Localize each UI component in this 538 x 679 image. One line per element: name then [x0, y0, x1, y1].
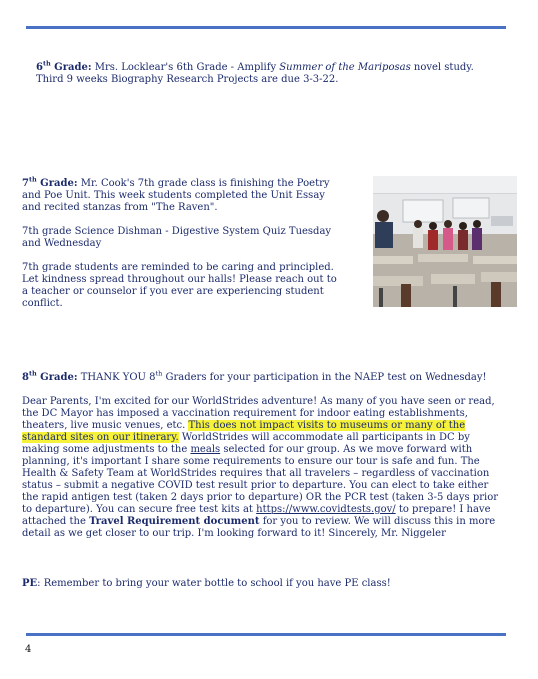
- grade6-line1: 6th Grade: Mrs. Locklear's 6th Grade - Amplify Summer of the Mariposas novel study.: [36, 59, 474, 73]
- covidtests-link[interactable]: https://www.covidtests.gov/: [256, 504, 396, 515]
- classroom-photo: [373, 176, 517, 307]
- grade6-heading: 6th Grade:: [36, 59, 92, 73]
- grade8-heading: 8th Grade:: [22, 369, 78, 383]
- grade7-para3: 7th grade students are reminded to be caring and principled. Let kindness spread throughout our halls! Please reach out to a teacher or counselor if you ever are experiencing student conflict.: [22, 262, 337, 309]
- grade8-intro: 8th Grade: THANK YOU 8th Graders for your participation in the NAEP test on Wednesday!: [22, 369, 487, 383]
- grade7-heading: 7th Grade:: [22, 175, 78, 189]
- pe-section: [22, 578, 391, 590]
- highlighted-notice: This does not impact visits to museums or many of the: [188, 420, 466, 431]
- grade8-section: [22, 369, 502, 540]
- pe-text: : Remember to bring your water bottle to school if you have PE class!: [37, 578, 391, 589]
- travel-requirement-document: Travel Requirement document: [89, 516, 260, 527]
- highlighted-notice-cont: standard sites on our itinerary.: [22, 432, 179, 443]
- grade7-section: [22, 175, 370, 310]
- pe-heading: PE: [22, 578, 38, 589]
- worldstrides-letter: Dear Parents, I'm excited for our WorldStrides adventure! As many of you have seen or read, the DC Mayor has imposed a vaccination requirement for indoor eating establishments, theaters, live music venues, etc. This does not impact visits to museums or many of the standard sites on our itinerary. WorldStrides will accommodate all participants in DC by making some adjustments to the meals selected for our group. As we move forward with planning, it's important I share some requirements to ensure our tour is safe and fun. The Health & Safety Team at WorldStrides requires that all travelers – regardless of vaccination status – submit a negative COVID test result prior to departure. You can elect to take either the rapid antigen test (taken 2 days prior to departure) OR the PCR test (taken 3-5 days prior to departure). You can secure free test kits at https://www.covidtests.gov/ to prepare! I have attached the Travel Requirement document for you to review. We will discuss this in more detail as we get closer to our trip. I'm looking forward to it! Sincerely, Mr. Niggeler: [22, 396, 499, 539]
- grade7-para2: 7th grade Science Dishman - Digestive System Quiz Tuesday and Wednesday: [22, 226, 332, 249]
- meals-underlined: meals: [190, 444, 221, 455]
- grade6-section: [36, 59, 474, 86]
- grade7-para1: 7th Grade: Mr. Cook's 7th grade class is finishing the Poetry and Poe Unit. This week students completed the Unit Essay and recited stanzas from "The Raven".: [22, 175, 330, 213]
- bottom-divider: [26, 633, 506, 636]
- grade6-line2: Third 9 weeks Biography Research Projects are due 3-3-22.: [36, 74, 339, 85]
- page-number: 4: [25, 644, 32, 655]
- top-divider: [26, 26, 506, 29]
- book-title: Summer of the Mariposas: [279, 62, 411, 73]
